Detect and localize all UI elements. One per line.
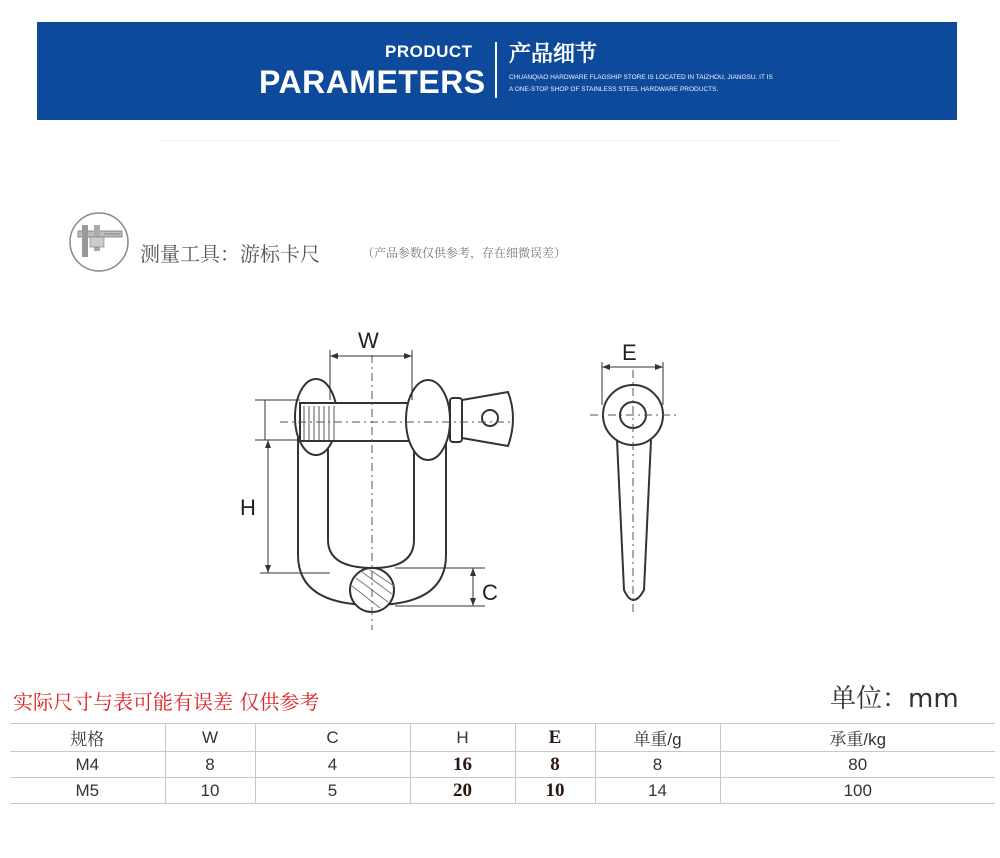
- table-cell: M5: [10, 778, 165, 804]
- table-header: 单重/g: [595, 724, 720, 752]
- table-header: 承重/kg: [720, 724, 995, 752]
- table-header-row: [10, 724, 995, 752]
- caliper-icon: [68, 211, 130, 273]
- shackle-diagram: [0, 300, 1000, 660]
- table-header: H: [410, 724, 515, 752]
- table-cell: 10: [515, 778, 595, 804]
- table-cell: 100: [720, 778, 995, 804]
- table-header: E: [515, 724, 595, 752]
- disclaimer-text: 实际尺寸与表可能有误差 仅供参考: [13, 690, 320, 714]
- spec-table: [10, 723, 995, 804]
- dim-label-e: E: [622, 340, 637, 365]
- table-cell: 8: [515, 752, 595, 778]
- header-banner: [37, 22, 957, 120]
- unit-label: 单位：mm: [830, 684, 959, 714]
- table-cell: 20: [410, 778, 515, 804]
- table-cell: 80: [720, 752, 995, 778]
- banner-divider: [495, 42, 497, 98]
- dim-label-w: W: [358, 328, 379, 353]
- table-header: 规格: [10, 724, 165, 752]
- table-cell: 10: [165, 778, 255, 804]
- tool-label: 测量工具：游标卡尺: [140, 242, 320, 266]
- table-cell: 8: [595, 752, 720, 778]
- table-row: [10, 778, 995, 804]
- divider: [160, 140, 840, 141]
- table-cell: 16: [410, 752, 515, 778]
- table-cell: 4: [255, 752, 410, 778]
- dim-label-h: H: [240, 495, 256, 520]
- table-cell: 5: [255, 778, 410, 804]
- table-row: [10, 752, 995, 778]
- tool-note: （产品参数仅供参考，存在细微误差）: [362, 246, 567, 260]
- table-cell: 8: [165, 752, 255, 778]
- table-cell: 14: [595, 778, 720, 804]
- banner-desc-line2: A ONE-STOP SHOP OF STAINLESS STEEL HARDWARE PRODUCTS.: [509, 86, 719, 93]
- banner-product: PRODUCT: [385, 42, 473, 61]
- table-header: C: [255, 724, 410, 752]
- table-cell: M4: [10, 752, 165, 778]
- banner-desc-line1: CHUANQIAO HARDWARE FLAGSHIP STORE IS LOCATED IN TAIZHOU, JIANGSU. IT IS: [509, 74, 773, 81]
- banner-title-cn: 产品细节: [509, 42, 598, 67]
- table-header: W: [165, 724, 255, 752]
- dim-label-c: C: [482, 580, 498, 605]
- banner-parameters: PARAMETERS: [259, 64, 486, 100]
